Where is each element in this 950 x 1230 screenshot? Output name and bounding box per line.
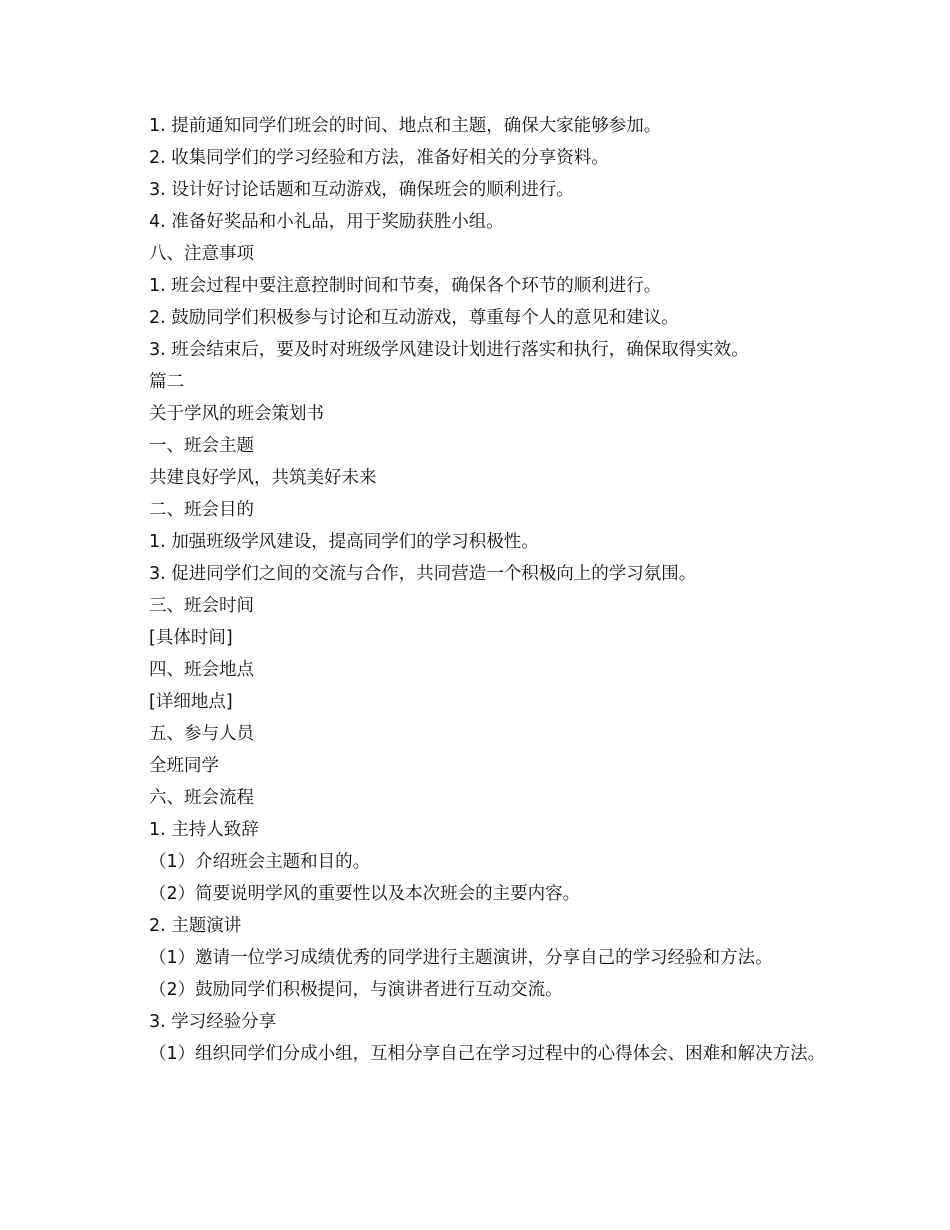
list-item: 1. 班会过程中要注意控制时间和节奏，确保各个环节的顺利进行。 [149,276,662,296]
list-item: 3. 学习经验分享 [149,1012,277,1032]
document-body [112,110,842,1070]
list-item: 2. 主题演讲 [149,916,242,936]
list-item: 3. 设计好讨论话题和互动游戏，确保班会的顺利进行。 [149,180,574,200]
body-text: 全班同学 [149,756,219,776]
section-heading: 三、班会时间 [149,596,254,616]
part-label: 篇二 [149,372,184,392]
list-item: 2. 收集同学们的学习经验和方法，准备好相关的分享资料。 [149,148,609,168]
list-item: 1. 主持人致辞 [149,820,259,840]
document-title: 关于学风的班会策划书 [149,404,324,424]
section-heading: 六、班会流程 [149,788,254,808]
section-heading: 五、参与人员 [149,724,254,744]
section-heading: 四、班会地点 [149,660,254,680]
body-text: [具体时间] [149,628,233,648]
section-heading: 二、班会目的 [149,500,254,520]
list-item: 4. 准备好奖品和小礼品，用于奖励获胜小组。 [149,212,504,232]
sub-list-item-paragraph: （1）组织同学们分成小组，互相分享自己在学习过程中的心得体会、困难和解决方法。 [149,1044,826,1064]
sub-list-item: （1）介绍班会主题和目的。 [149,852,371,872]
body-text: [详细地点] [149,692,233,712]
section-heading: 八、注意事项 [149,244,254,264]
sub-list-item: （2）鼓励同学们积极提问，与演讲者进行互动交流。 [149,980,563,1000]
list-item: 2. 鼓励同学们积极参与讨论和互动游戏，尊重每个人的意见和建议。 [149,308,679,328]
section-heading: 一、班会主题 [149,436,254,456]
list-item: 1. 提前通知同学们班会的时间、地点和主题，确保大家能够参加。 [149,116,662,136]
sub-list-item: （1）邀请一位学习成绩优秀的同学进行主题演讲，分享自己的学习经验和方法。 [149,948,773,968]
list-item: 3. 促进同学们之间的交流与合作，共同营造一个积极向上的学习氛围。 [149,564,697,584]
body-text: 共建良好学风，共筑美好未来 [149,468,377,488]
sub-list-item: （2）简要说明学风的重要性以及本次班会的主要内容。 [149,884,581,904]
list-item: 1. 加强班级学风建设，提高同学们的学习积极性。 [149,532,539,552]
list-item: 3. 班会结束后，要及时对班级学风建设计划进行落实和执行，确保取得实效。 [149,340,749,360]
